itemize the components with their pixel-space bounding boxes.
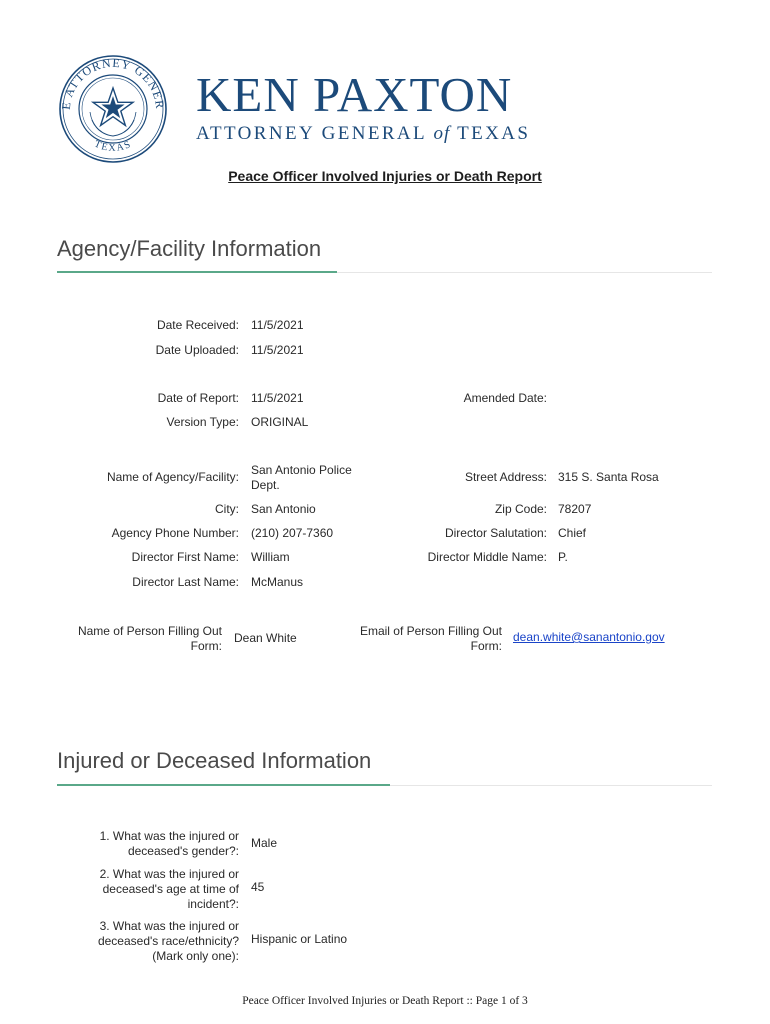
agency-section-heading: Agency/Facility Information bbox=[57, 236, 322, 261]
version-type-value: ORIGINAL bbox=[251, 415, 309, 429]
injured-section-heading: Injured or Deceased Information bbox=[57, 748, 372, 773]
street-address-label: Street Address: bbox=[464, 470, 547, 484]
city-value: San Antonio bbox=[251, 502, 316, 516]
date-received-value: 11/5/2021 bbox=[251, 318, 304, 332]
attorney-general-seal bbox=[54, 54, 172, 164]
date-uploaded-value: 11/5/2021 bbox=[251, 343, 304, 357]
svg-text:TEXAS: TEXAS bbox=[92, 138, 134, 154]
zip-code-label: Zip Code: bbox=[494, 502, 547, 516]
director-last-name-value: McManus bbox=[251, 575, 304, 589]
director-first-name-value: William bbox=[251, 550, 290, 564]
filler-name-value: Dean White bbox=[234, 631, 297, 645]
director-middle-name-value: P. bbox=[558, 550, 568, 564]
director-middle-name-label: Director Middle Name: bbox=[427, 550, 547, 564]
director-salutation-value: Chief bbox=[558, 526, 587, 540]
svg-text:THE ATTORNEY GENERAL: E ATTORNEY GENER bbox=[58, 55, 168, 111]
question-race-answer: Hispanic or Latino bbox=[251, 932, 348, 946]
document-title: Peace Officer Involved Injuries or Death Report bbox=[228, 168, 542, 184]
director-salutation-label: Director Salutation: bbox=[444, 526, 547, 540]
street-address-value: 315 S. Santa Rosa bbox=[558, 470, 659, 484]
agency-phone-label: Agency Phone Number: bbox=[111, 526, 239, 540]
date-received-label: Date Received: bbox=[156, 318, 239, 332]
question-age-answer: 45 bbox=[251, 880, 265, 894]
section-accent-underline bbox=[57, 271, 337, 273]
brand-name: KEN PAXTON bbox=[196, 67, 513, 122]
zip-code-value: 78207 bbox=[558, 502, 592, 516]
agency-phone-value: (210) 207-7360 bbox=[251, 526, 334, 540]
date-of-report-value: 11/5/2021 bbox=[251, 391, 304, 405]
agency-name-label: Name of Agency/Facility: bbox=[106, 470, 239, 484]
page-footer: Peace Officer Involved Injuries or Death Report :: Page 1 of 3 bbox=[242, 995, 528, 1007]
date-of-report-label: Date of Report: bbox=[157, 391, 239, 405]
question-gender-label: 1. What was the injured or deceased's gender?: bbox=[99, 829, 239, 858]
director-first-name-label: Director First Name: bbox=[131, 550, 239, 564]
date-uploaded-label: Date Uploaded: bbox=[155, 343, 239, 357]
question-gender-answer: Male bbox=[251, 836, 278, 850]
brand-subtitle: ATTORNEY GENERAL of TEXAS bbox=[196, 123, 531, 144]
filler-email-label: Email of Person Filling Out Form: bbox=[359, 624, 502, 653]
filler-email-link[interactable]: dean.white@sanantonio.gov bbox=[513, 630, 665, 644]
city-label: City: bbox=[215, 502, 239, 516]
agency-name-value: San Antonio Police Dept. bbox=[251, 463, 352, 492]
question-race-label: 3. What was the injured or deceased's race/ethnicity? (Mark only one): bbox=[97, 919, 239, 963]
section-accent-underline bbox=[57, 784, 390, 786]
question-age-label: 2. What was the injured or deceased's age at time of incident?: bbox=[99, 867, 239, 911]
filler-name-label: Name of Person Filling Out Form: bbox=[77, 624, 222, 653]
amended-date-label: Amended Date: bbox=[463, 391, 547, 405]
director-last-name-label: Director Last Name: bbox=[132, 575, 239, 589]
version-type-label: Version Type: bbox=[166, 415, 239, 429]
